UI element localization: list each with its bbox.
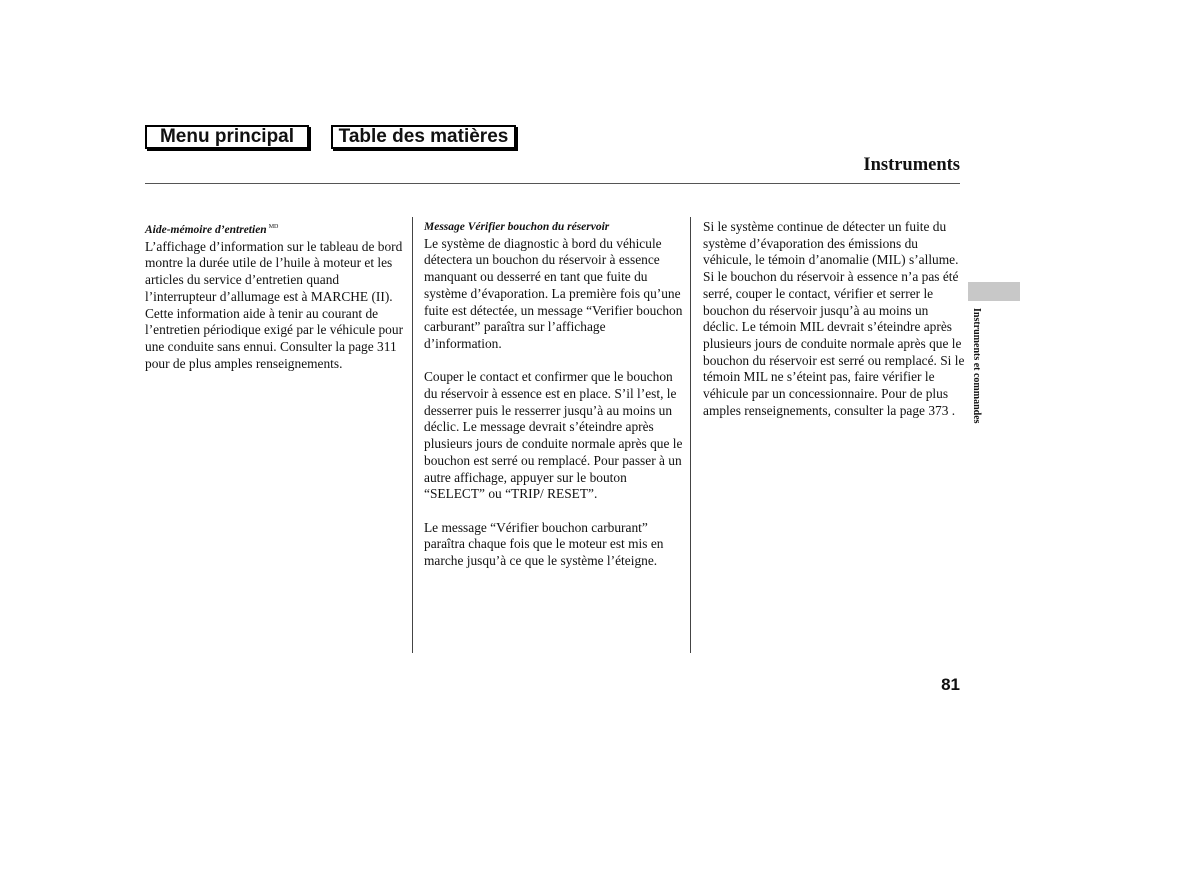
menu-principal-button[interactable]: Menu principal	[145, 125, 309, 149]
section-title: Instruments	[863, 155, 960, 175]
mil-paragraph: Si le système continue de détecter un fuite du système d’évaporation des émissions du véhicule, le témoin d’anomalie (MIL) s’allume. Si le bouchon du réservoir à essence n’a pas été serré, couper le contact, vérifier et serrer le bouchon du réservoir jusqu’à au moins un déclic. Le témoin MIL devrait s’éteindre après plusieurs jours de conduite normale après que le bouchon du réservoir est serré ou remplacé. Si le témoin MIL ne s’éteint pas, faire vérifier le véhicule par un concessionnaire. Pour de plus amples renseignements, consulter la page 373 .	[703, 219, 965, 418]
column-2	[424, 219, 686, 586]
maintenance-minder-heading: Aide-mémoire d’entretien $^{MD}$	[145, 224, 279, 236]
page-number: 81	[941, 675, 960, 694]
fuel-cap-paragraph-2: Couper le contact et confirmer que le bouchon du réservoir à essence est en place. S’il l’est, le desserrer puis le resserrer jusqu’à au moins un déclic. Le message devrait s’éteindre après plusieurs jours de conduite normale après que le bouchon est serré ou remplacé. Pour passer à un autre affichage, appuyer sur le bouton “SELECT” ou “TRIP/ RESET”.	[424, 369, 683, 502]
chapter-tab-marker[interactable]	[968, 282, 1020, 301]
column-divider-2	[690, 217, 691, 653]
fuel-cap-paragraph-1: Le système de diagnostic à bord du véhicule détectera un bouchon du réservoir à essence manquant ou desserré en tant que fuite du système d’évaporation. La première fois qu’une fuite est détectée, un message “Verifier bouchon carburant” paraîtra sur l’affichage d’information.	[424, 235, 683, 351]
chapter-side-label: Instruments et commandes	[971, 308, 982, 424]
maintenance-minder-paragraph: L’affichage d’information sur le tableau de bord montre la durée utile de l’huile à moteur et les articles du service d’entretien quand l’interrupteur d’allumage est à MARCHE (II). Cette information aide à tenir au courant de l’entretien périodique exigé par le véhicule pour une conduite sans ennui. Consulter la page 311 pour de plus amples renseignements.	[145, 238, 404, 371]
registered-mark: MD	[268, 224, 279, 230]
column-3	[703, 219, 965, 436]
fuel-cap-message-heading: Message Vérifier bouchon du réservoir	[424, 221, 610, 233]
table-of-contents-button[interactable]: Table des matières	[331, 125, 516, 149]
column-divider-1	[412, 217, 413, 653]
header-divider	[145, 183, 960, 184]
fuel-cap-paragraph-3: Le message “Vérifier bouchon carburant” paraîtra chaque fois que le moteur est mis en marche jusqu’à ce que le système l’éteigne.	[424, 519, 664, 569]
column-1	[145, 219, 407, 389]
